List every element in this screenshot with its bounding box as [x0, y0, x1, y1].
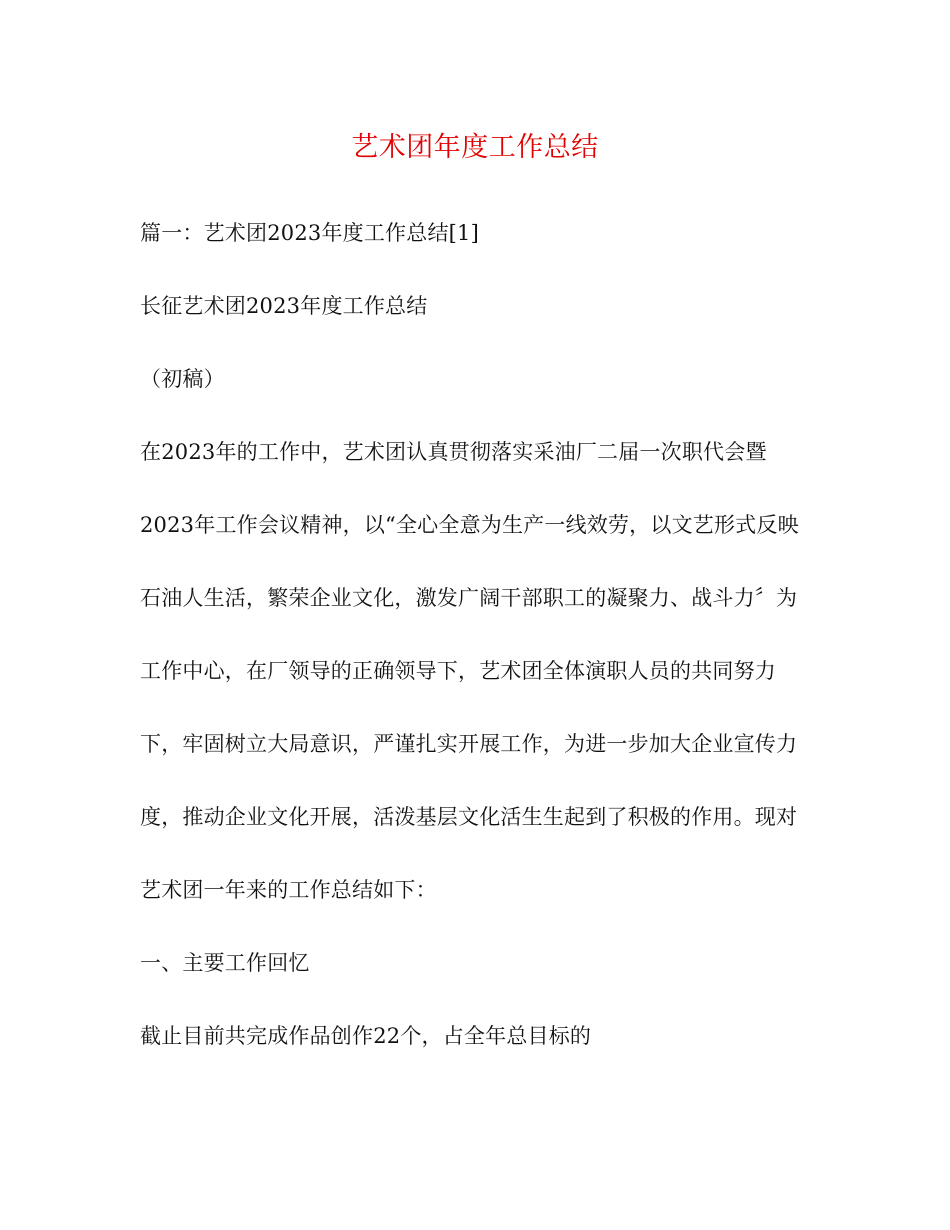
text-line-7: 工作中心，在厂领导的正确领导下，艺术团全体演职人员的共同努力 — [140, 659, 776, 683]
document-title: 艺术团年度工作总结 — [351, 132, 599, 163]
text-line-11: 一、主要工作回忆 — [140, 951, 310, 975]
text-line-5: 2023年工作会议精神，以“全心全意为生产一线效劳，以文艺形式反映 — [140, 513, 799, 537]
text-line-6: 石油人生活，繁荣企业文化，激发广阔干部职工的凝聚力、战斗力〞为 — [140, 586, 798, 610]
text-line-8: 下，牢固树立大局意识，严谨扎实开展工作，为进一步加大企业宣传力 — [140, 732, 798, 756]
text-line-9: 度，推动企业文化开展，活泼基层文化活生生起到了积极的作用。现对 — [140, 805, 798, 829]
text-line-10: 艺术团一年来的工作总结如下： — [140, 878, 437, 902]
text-line-12: 截止目前共完成作品创作22个，占全年总目标的 — [140, 1024, 592, 1048]
text-line-1: 篇一：艺术团2023年度工作总结[1] — [140, 221, 479, 245]
text-line-2: 长征艺术团2023年度工作总结 — [140, 294, 428, 318]
text-line-4: 在2023年的工作中，艺术团认真贯彻落实采油厂二届一次职代会暨 — [140, 440, 767, 464]
text-line-3: （初稿） — [140, 367, 225, 391]
